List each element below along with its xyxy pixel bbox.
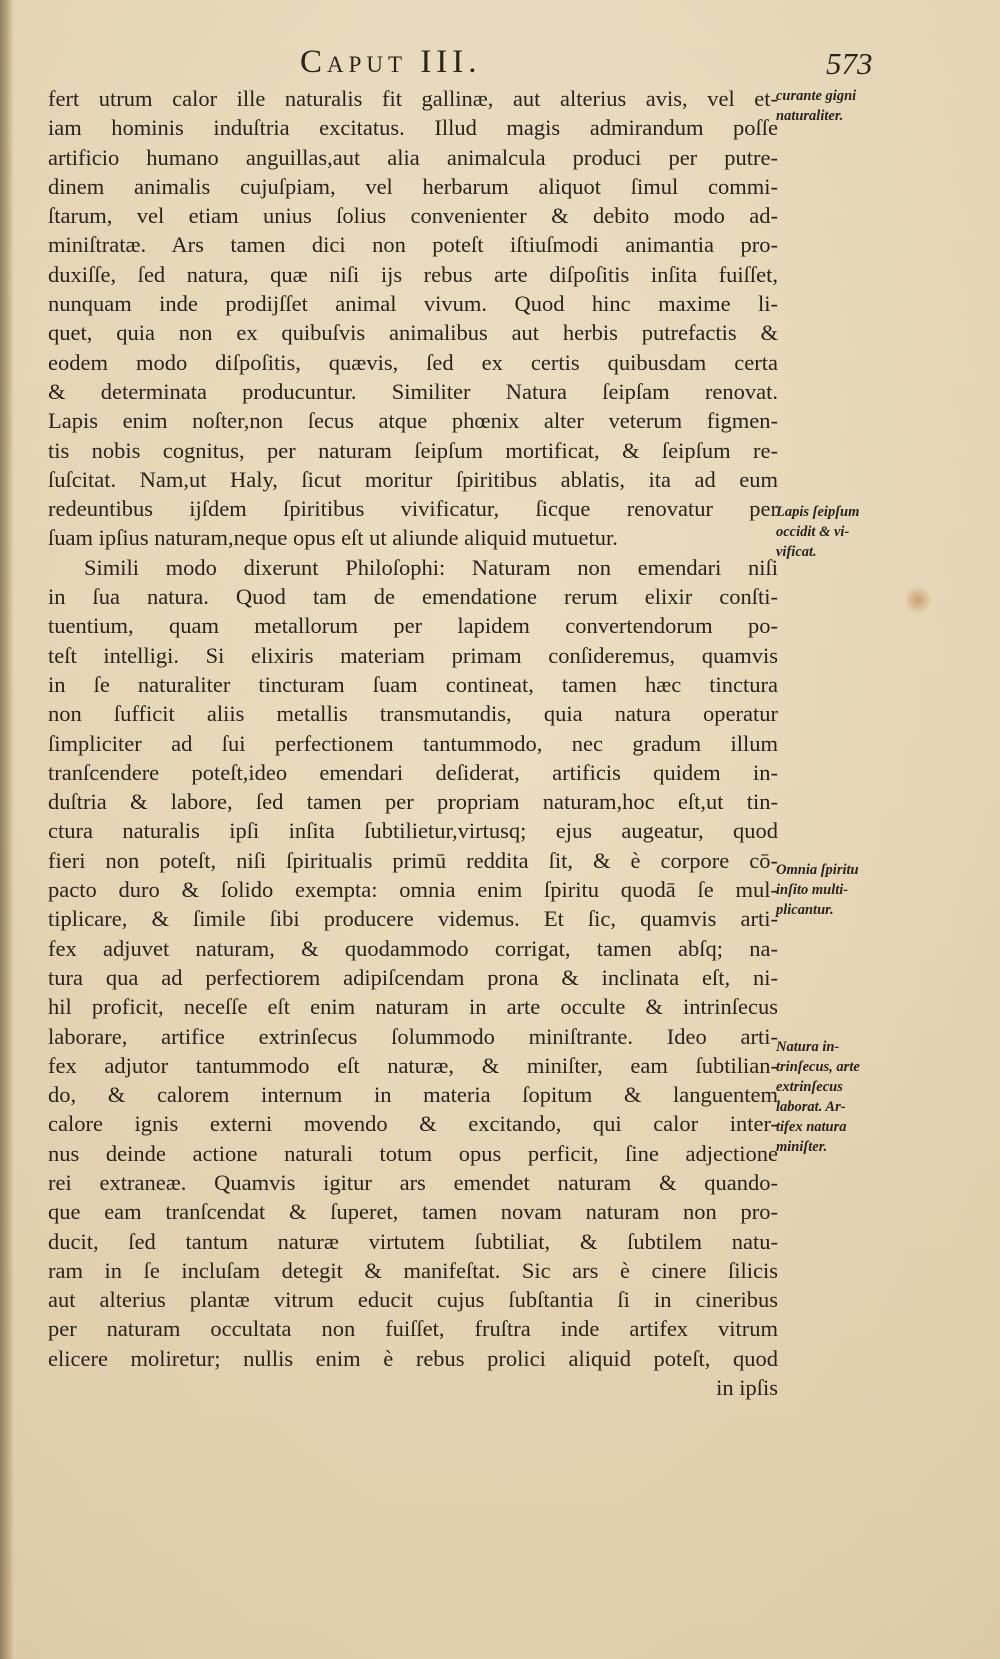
text-line: laborare, artifice extrinſecus ſolummodo miniſtrante. Ideo arti-: [48, 1023, 778, 1049]
text-line: Simili modo dixerunt Philoſophi: Naturam non emendari niſi: [84, 554, 778, 580]
margin-note-line: Natura in-: [776, 1039, 840, 1055]
margin-note-line: trinſecus, arte: [776, 1059, 860, 1075]
page-binding-edge: [0, 0, 14, 1659]
text-line: ſtarum, vel etiam unius ſolius convenienter & debito modo ad-: [48, 203, 778, 229]
text-line: ſimpliciter ad ſui perfectionem tantummodo, nec gradum illum: [48, 730, 778, 756]
text-line: fieri non poteſt, niſi ſpiritualis primū reddita ſit, & è corpore cō-: [48, 847, 778, 873]
margin-note-line: Omnia ſpiritu: [776, 862, 859, 878]
text-line: rei extraneæ. Quamvis igitur ars emendet naturam & quando-: [48, 1169, 778, 1195]
margin-note-line: tifex natura: [776, 1119, 847, 1135]
text-line: iam hominis induſtria excitatus. Illud magis admirandum poſſe: [48, 115, 778, 141]
text-line: ram in ſe incluſam detegit & manifeſtat. Sic ars è cinere ſilicis: [48, 1257, 778, 1283]
margin-note-line: vificat.: [776, 544, 817, 560]
text-line: in ſe naturaliter tincturam ſuam contineat, tamen hæc tinctura: [48, 671, 778, 697]
margin-note-line: plicantur.: [776, 902, 834, 918]
text-line: fex adjutor tantummodo eſt naturæ, & miniſter, eam ſubtilian-: [48, 1052, 778, 1078]
text-line: per naturam occultata non fuiſſet, fruſtra inde artifex vitrum: [48, 1316, 778, 1342]
margin-note-line: miniſter.: [776, 1139, 828, 1155]
text-line: tuentium, quam metallorum per lapidem convertendorum po-: [48, 613, 778, 639]
text-line: ſuſcitat. Nam,ut Haly, ſicut moritur ſpiritibus ablatis, ita ad eum: [48, 466, 778, 492]
margin-note-lapis: [776, 502, 926, 562]
margin-note-omnia: [776, 860, 926, 920]
text-line: nus deinde actione naturali totum opus perficit, ſine adjectione: [48, 1140, 778, 1166]
text-line: tura qua ad perfectiorem adipiſcendam prona & inclinata eſt, ni-: [48, 964, 778, 990]
text-line: que eam tranſcendat & ſuperet, tamen novam naturam non pro-: [48, 1199, 778, 1225]
margin-note-line: laborat. Ar-: [776, 1099, 846, 1115]
text-line: do, & calorem internum in materia ſopitum & languentem: [48, 1082, 778, 1108]
catchword: in ipſis: [716, 1375, 778, 1401]
text-line: pacto duro & ſolido exempta: omnia enim ſpiritu quodā ſe mul-: [48, 877, 778, 903]
main-text-block: [48, 84, 778, 1402]
text-line: teſt intelligi. Si elixiris materiam primam conſideremus, quamvis: [48, 642, 778, 668]
text-line: calore ignis externi movendo & excitando, qui calor inter-: [48, 1111, 778, 1137]
text-line: ſuam ipſius naturam,neque opus eſt ut aliunde aliquid mutuetur.: [48, 525, 618, 551]
text-line: tiplicare, & ſimile ſibi producere videmus. Et ſic, quamvis arti-: [48, 906, 778, 932]
text-line: duxiſſe, ſed natura, quæ niſi ijs rebus arte diſpoſitis inſita fuiſſet,: [48, 261, 778, 287]
text-line: ducit, ſed tantum naturæ virtutem ſubtiliat, & ſubtilem natu-: [48, 1228, 778, 1254]
margin-note-line: extrinſecus: [776, 1079, 843, 1095]
margin-note-line: inſito multi-: [776, 882, 849, 898]
text-line: aut alterius plantæ vitrum educit cujus ſubſtantia ſi in cineribus: [48, 1287, 778, 1313]
text-line: miniſtratæ. Ars tamen dici non poteſt iſtiuſmodi animantia pro-: [48, 232, 778, 258]
text-line: Lapis enim noſter,non ſecus atque phœnix alter veterum figmen-: [48, 408, 778, 434]
text-line: fert utrum calor ille naturalis fit gallinæ, aut alterius avis, vel et-: [48, 86, 778, 111]
text-line: in ſua natura. Quod tam de emendatione rerum elixir conſti-: [48, 584, 778, 610]
margin-note-line: curante gigni: [776, 88, 857, 104]
margin-note-line: Lapis ſeipſum: [776, 504, 860, 520]
text-line: non ſufficit aliis metallis transmutandis, quia natura operatur: [48, 701, 778, 727]
margin-note-line: occidit & vi-: [776, 524, 850, 540]
text-line: dinem animalis cujuſpiam, vel herbarum aliquot ſimul commi-: [48, 173, 778, 199]
text-line: artificio humano anguillas,aut alia animalcula produci per putre-: [48, 144, 778, 170]
text-line: nunquam inde prodijſſet animal vivum. Quod hinc maxime li-: [48, 291, 778, 317]
margin-note-natura: [776, 1037, 926, 1157]
text-line: hil proficit, neceſſe eſt enim naturam in arte occulte & intrinſecus: [48, 994, 778, 1020]
paper-stain: [905, 585, 931, 615]
text-line: ctura naturalis ipſi inſita ſubtilietur,virtusq; ejus augeatur, quod: [48, 818, 778, 844]
text-line: quet, quia non ex quibuſvis animalibus aut herbis putrefactis &: [48, 320, 778, 346]
page-number: 573: [826, 46, 873, 81]
text-line: redeuntibus ijſdem ſpiritibus vivificatur, ſicque renovatur per: [48, 496, 778, 522]
text-line: elicere moliretur; nullis enim è rebus prolici aliquid poteſt, quod: [48, 1345, 778, 1371]
margin-note-line: naturaliter.: [776, 108, 844, 124]
text-line: tis nobis cognitus, per naturam ſeipſum mortificat, & ſeipſum re-: [48, 437, 778, 463]
running-head: Caput III.: [300, 44, 482, 80]
margin-note-curante: [776, 86, 926, 126]
text-line: eodem modo diſpoſitis, quævis, ſed ex certis quibusdam certa: [48, 349, 778, 375]
text-line: duſtria & labore, ſed tamen per propriam naturam,hoc eſt,ut tin-: [48, 789, 778, 815]
text-line: tranſcendere poteſt,ideo emendari deſiderat, artificis quidem in-: [48, 759, 778, 785]
text-line: & determinata producuntur. Similiter Natura ſeipſam renovat.: [48, 378, 778, 404]
text-line: fex adjuvet naturam, & quodammodo corrigat, tamen abſq; na-: [48, 935, 778, 961]
